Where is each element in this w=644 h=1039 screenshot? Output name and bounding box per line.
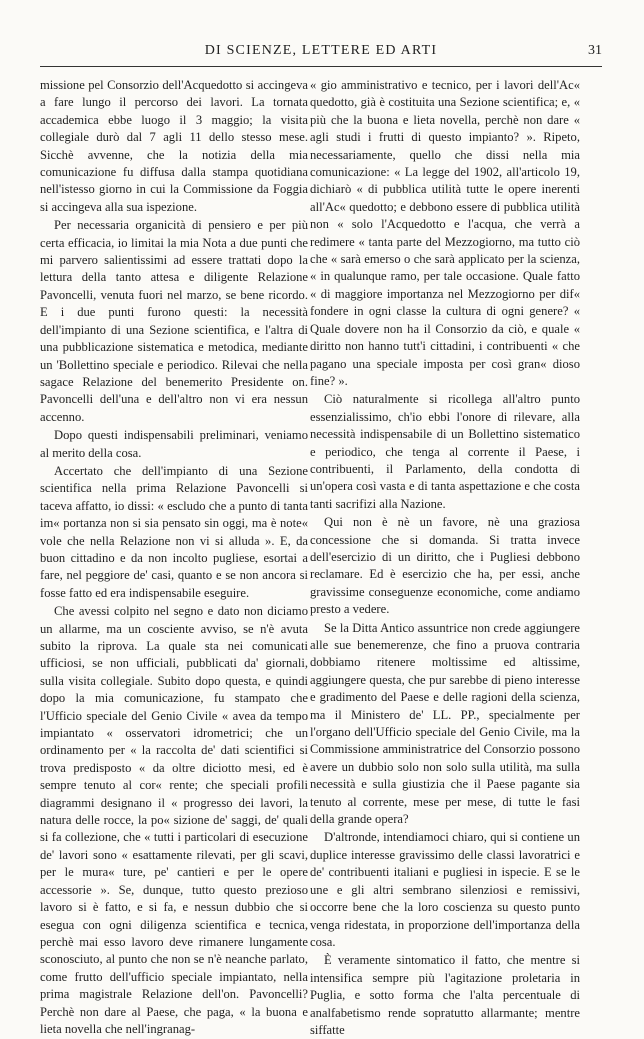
header-rule <box>40 66 602 67</box>
running-title: DI SCIENZE, LETTERE ED ARTI <box>204 43 438 58</box>
page-number: 31 <box>588 43 602 58</box>
paragraph: È veramente sintomatico il fatto, che mentre si intensifica sempre più l'agitazione proletaria in Puglia, e sotto forma che l'alta percentuale di analfabetismo rende sopratutto allarmante; mentre siffatte <box>310 953 580 1037</box>
paragraph: Ciò naturalmente si ricollega all'altro punto essenzialissimo, ch'io ebbi l'onore di rilevare, alla necessità indispensabile di un Bollettino sistematico e periodico, che tenga al corrente il Paese, i contribuenti, il Parlamento, della condotta di un'opera così vasta e di tanta aspettazione e che costa tanti sacrifizi alla Nazione. <box>310 392 580 511</box>
paragraph: Dopo questi indispensabili preliminari, veniamo al merito della cosa. <box>40 428 308 460</box>
paragraph: Se la Ditta Antico assuntrice non crede aggiungere alle sue benemerenze, che fino a pruova contraria dobbiamo ritenere moltissime ed altissime, aggiungere questa, che pur sarebbe di pieno interesse e gradimento del Paese e delle ragioni della scienza, ma il Ministero de' LL. PP., specialmente per l'organo dell'Ufficio speciale del Genio Civile, ma la Commissione amministratrice del Consorzio possono avere un dubbio solo non solo sulla utilità, ma sulla necessità e sulla giustizia che il Paese pagante sia tenuto al corrente, mese per mese, di tutte le fasi della grande opera? <box>310 620 580 827</box>
left-column <box>40 77 308 1038</box>
paragraph: Che avessi colpito nel segno e dato non diciamo un allarme, ma un cosciente avviso, se n'è avuta subito la riprova. La quale sta nei comunicati ufficiosi, se non ufficiali, pubblicati da' giornali, sulla visita collegiale. Subito dopo questa, e quindi dopo la mia comunicazione, fu stampato che l'Ufficio speciale del Genio Civile « avea da tempo impiantato « osservatori idrometrici; che un ordinamento per « la raccolta de' dati scientifici si trova predisposto « da oltre diciotto mesi, ed è sempre tenuto al cor« rente; che speciali profili diagrammi designano il « progresso dei lavori, la natura delle rocce, la po« sizione de' saggi, de' quali si fa collezione, che « tutti i particolari di esecuzione de' lavori sono « esattamente rilevati, per gli scavi, per le mura« ture, pe' cantieri e per le opere accessorie ». Se, dunque, tutto questo prezioso lavoro si è fatto, e si fa, e nessun dubbio che si esegua con ogni diligenza scientifica e tecnica, perchè mai esso lavoro deve rimanere lungamente sconosciuto, al punto che non se n'è neanche parlato, come frutto dell'ufficio speciale impiantato, nella prima magistrale Relazione dell'on. Pavoncelli? Perchè non dare al Paese, che paga, « la buona e lieta novella che nell'ingranag- <box>40 604 308 1036</box>
right-column <box>310 77 580 1039</box>
paragraph: D'altronde, intendiamoci chiaro, qui si contiene un duplice interesse gravissimo delle classi lavoratrici e de' contribuenti italiani e pugliesi in ispecie. E se le une e gli altri sembrano silenziosi e remissivi, occorre bene che la loro coscienza su questo punto venga ridestata, in proporzione dell'importanza della cosa. <box>310 830 580 949</box>
running-header <box>40 43 602 63</box>
paragraph: « gio amministrativo e tecnico, per i lavori dell'Ac« quedotto, già è costituita una Sezione scientifica; e, « più che la buona e lieta novella, perchè non dare « agli studi i frutti di questo impianto? ». Ripeto, necessariamente, quello che dissi nella mia comunicazione: « La legge del 1902, all'articolo 19, dichiarò « di pubblica utilità tutte le opere inerenti all'Ac« quedotto; e debbono essere di pubblica utilità non « solo l'Acquedotto e l'acqua, che verrà a redimere « tanta parte del Mezzogiorno, ma tutto ciò che « sarà emerso o che sarà applicato per la scienza, « in qualunque ramo, per tale occasione. Quale fatto « di maggiore importanza nel Mezzogiorno per dif« fondere in ogni classe la cultura di ogni genere? « Quale dovere non ha il Consorzio da ciò, e quale « diritto non hanno tutt'i cittadini, i contribuenti « che pagano una speciale imposta per così gran« dioso fine? ». <box>310 78 580 388</box>
paragraph: Per necessaria organicità di pensiero e per più certa efficacia, io limitai la mia Nota a due punti che mi parvero salientissimi ad essere trattati dopo la lettura della tanto attesa e diligente Relazione Pavoncelli, venuta fuori nel marzo, se bene ricordo. E i due punti furono questi: la necessità dell'impianto di una Sezione scientifica, e l'altra di una pubblicazione sistematica e metodica, mediante un 'Bollettino speciale e periodico. Rilevai che nella sagace Relazione del benemerito Presidente on. Pavoncelli dell'una e dell'altro non vi era nessun accenno. <box>40 218 308 424</box>
paragraph: missione pel Consorzio dell'Acquedotto si accingeva a fare lungo il percorso dei lavori. La tornata accademica ebbe luogo il 3 maggio; la visita collegiale durò dal 7 agli 11 dello stesso mese. Sicchè avvenne, che la notizia della mia comunicazione fu diffusa dalla stampa quotidiana nell'istesso giorno in cui la Commissione da Foggia si accingeva alla sua ispezione. <box>40 78 308 214</box>
paragraph: Accertato che dell'impianto di una Sezione scientifica nella prima Relazione Pavoncelli si taceva affatto, io dissi: « escludo che a punto di tanta im« portanza non si sia pensato sin oggi, ma è note« vole che nella Relazione non vi si alluda ». E, da buon cittadino e da non incolto pugliese, esortai a fare, nel peggiore de' casi, quanto e se non ancora si fosse fatto ed era indispensabile eseguire. <box>40 463 308 600</box>
paragraph: Qui non è nè un favore, nè una graziosa concessione che si domanda. Si tratta invece dell'esercizio di un diritto, che i Pugliesi debbono reclamare. Ed è esercizio che ha, per essi, anche gravissime conseguenze economiche, come andiamo presto a vedere. <box>310 515 580 617</box>
